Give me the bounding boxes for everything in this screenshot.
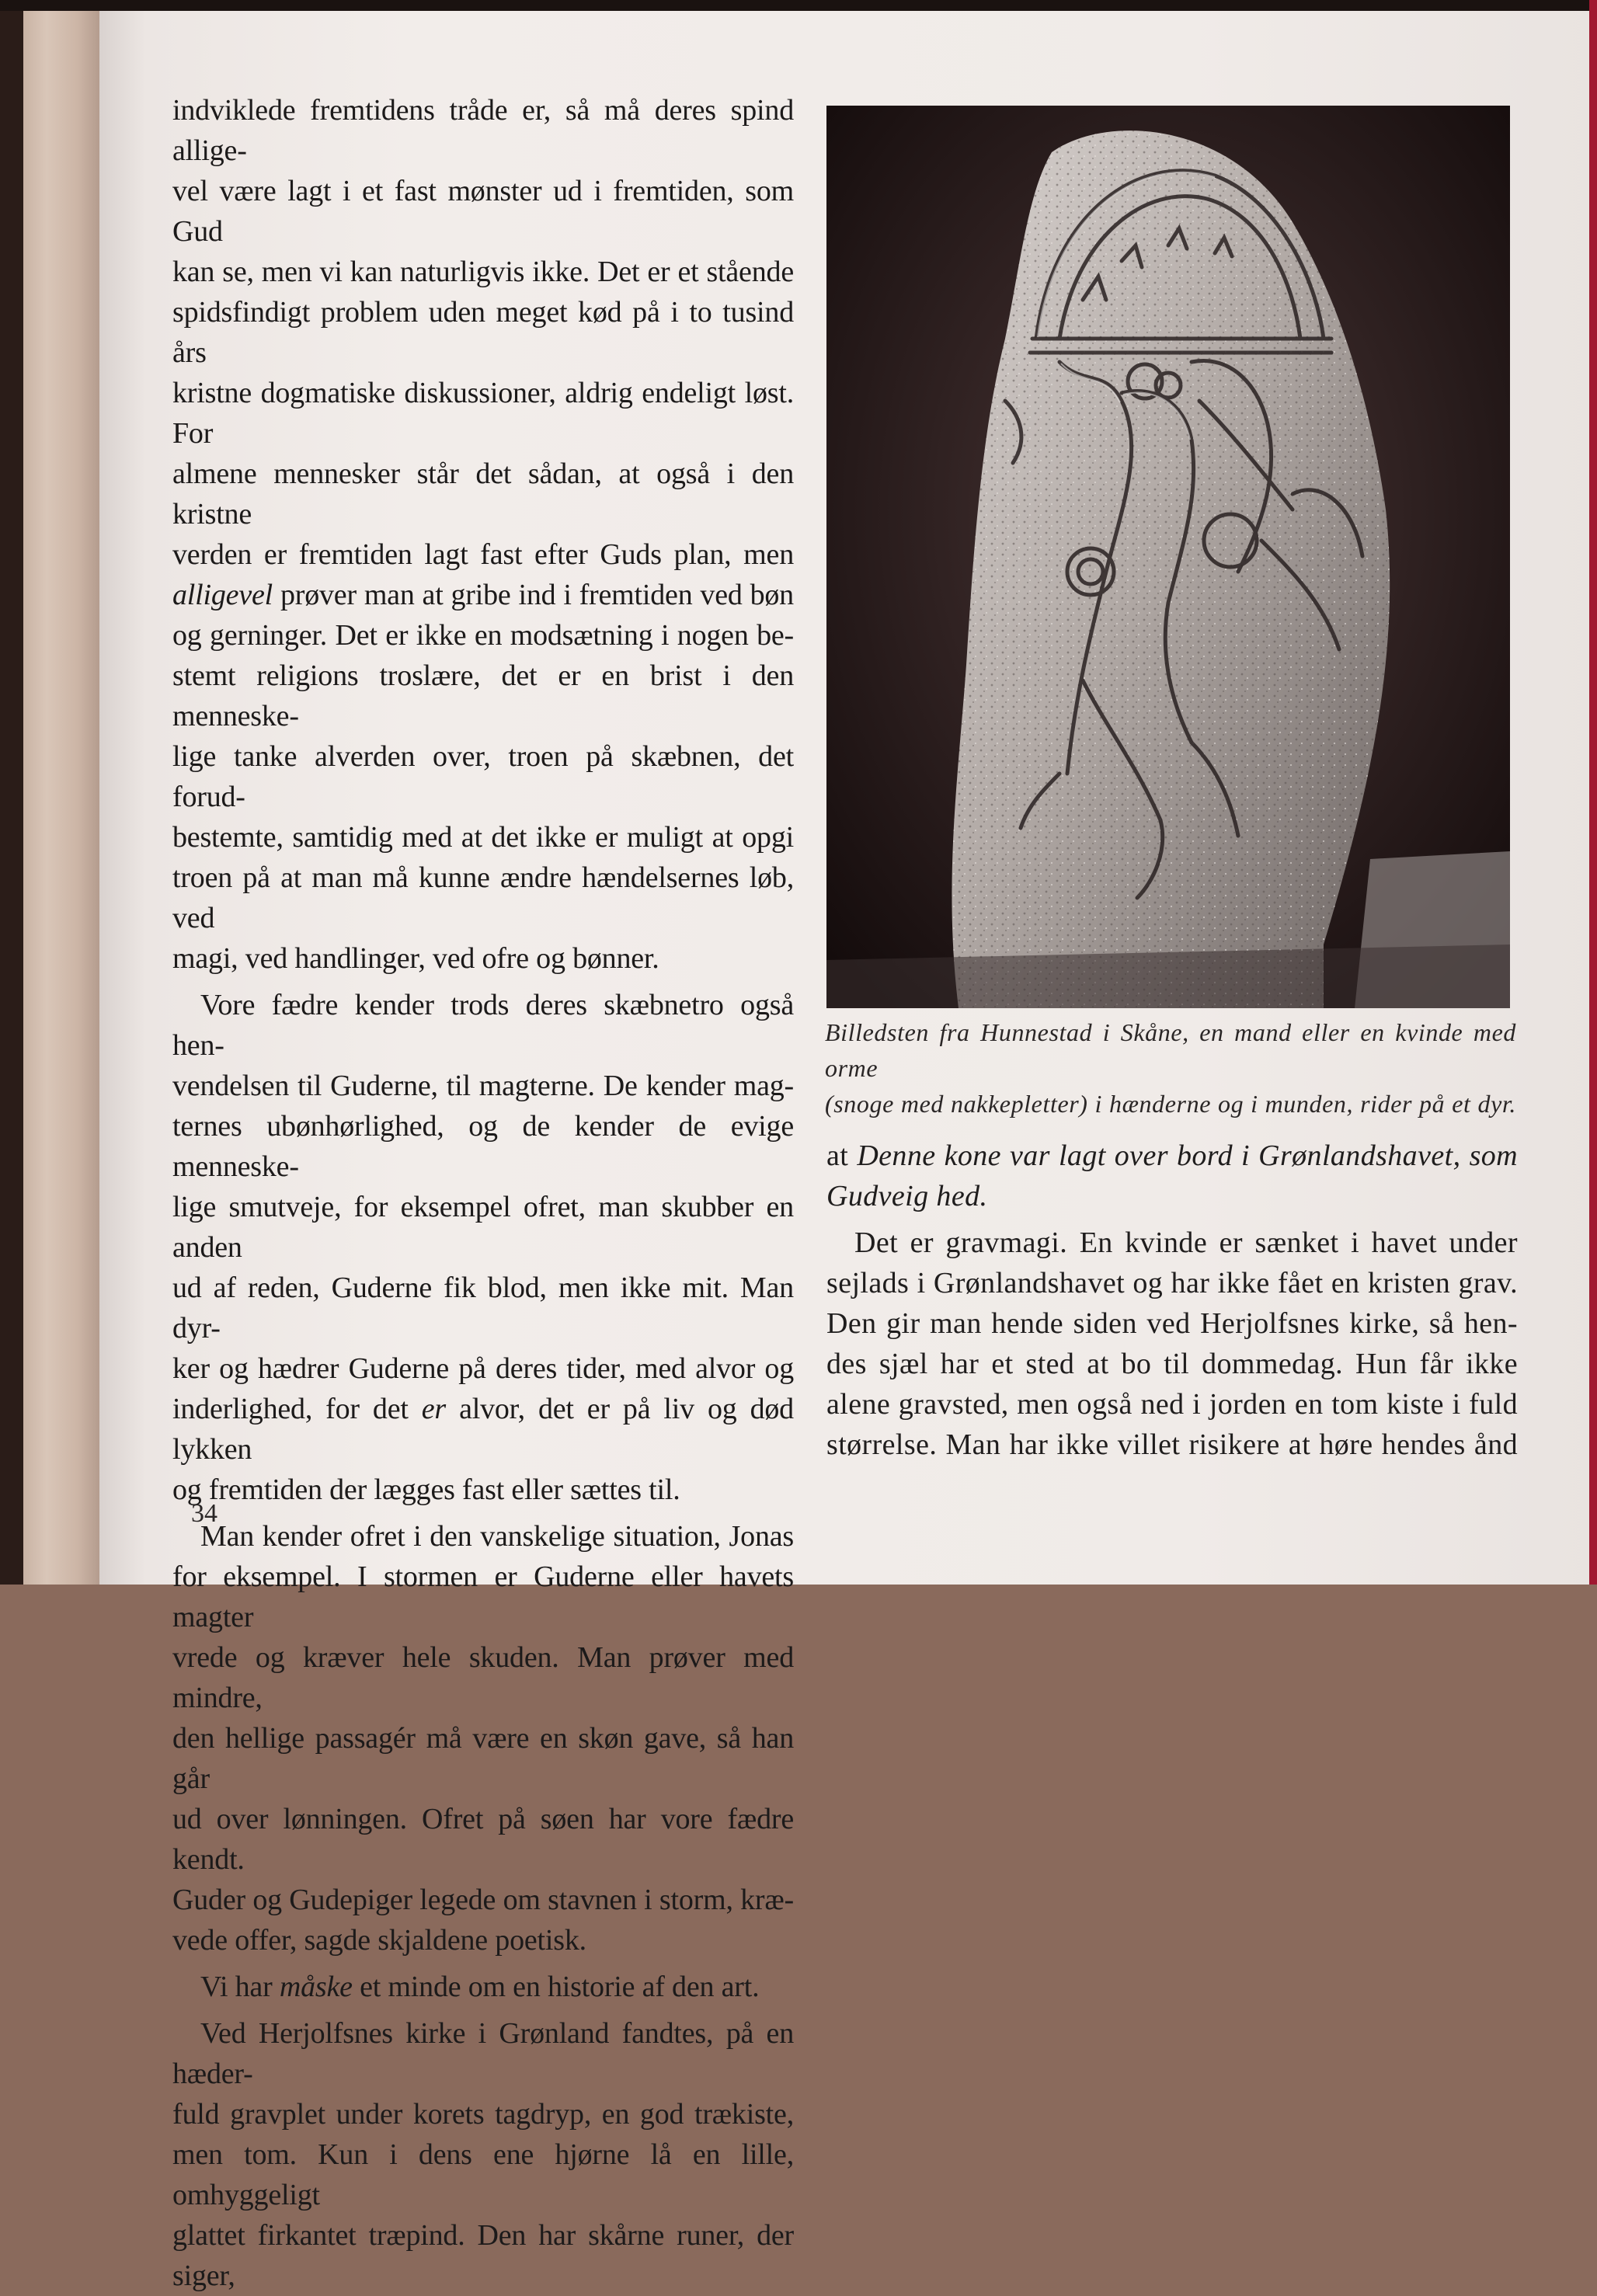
runestone-image (826, 106, 1510, 1008)
page-number: 34 (191, 1499, 217, 1528)
text-line: for eksempel. I stormen er Guderne eller havets magter (172, 1560, 794, 1633)
caption-line: (snoge med nakkepletter) i hænderne og i munden, rider på et dyr. (825, 1090, 1516, 1118)
text-prefix: at (826, 1139, 858, 1172)
top-shadow (0, 0, 1597, 11)
text-line: glattet firkantet træpind. Den har skårne runer, der siger, (172, 2219, 794, 2292)
text-line: Vore fædre kender trods deres skæbnetro også hen- (172, 989, 794, 1062)
paragraph-4 (172, 1967, 794, 2007)
text-line: spidsfindigt problem uden meget kød på i to tusind års (172, 296, 794, 369)
text-line: verden er fremtiden lagt fast efter Guds plan, men (172, 538, 794, 571)
right-text-column (826, 1136, 1518, 1465)
paragraph-gravmagi (826, 1223, 1518, 1465)
text-line: Guder og Gudepiger legede om stavnen i storm, kræ- (172, 1884, 794, 1916)
text-line (172, 1389, 794, 1470)
text-line: sejlads i Grønlandshavet og har ikke fået en kristen grav. (826, 1267, 1518, 1299)
right-edge-strip (1589, 0, 1597, 1585)
text-line: alene gravsted, men også ned i jorden en tom kiste i fuld (826, 1388, 1518, 1421)
text-line-rest: prøver man at gribe ind i fremtiden ved bøn (280, 579, 794, 611)
figure-caption (825, 1014, 1516, 1122)
emphasis-alligevel: alligevel (172, 579, 273, 611)
text-line: almene mennesker står det sådan, at også i den kristne (172, 457, 794, 531)
text-line: vede offer, sagde skjaldene poetisk. (172, 1924, 586, 1957)
text-line (172, 575, 794, 615)
text-line: fuld gravplet under korets tagdryp, en god trækiste, (172, 2098, 794, 2131)
text-line: Det er gravmagi. En kvinde er sænket i havet under (854, 1226, 1518, 1259)
paragraph-3 (172, 1516, 794, 1960)
text-line: kan se, men vi kan naturligvis ikke. Det er et stående (172, 256, 794, 288)
text-line (826, 1136, 1518, 1176)
paragraph-2 (172, 985, 794, 1510)
text-prefix: Vi har (200, 1971, 280, 2003)
text-suffix: et minde om en historie af den art. (352, 1971, 760, 2003)
rune-inscription-quote: Denne kone var lagt over bord i Grønlandshavet, som (857, 1139, 1518, 1172)
paragraph-5 (172, 2013, 794, 2296)
text-line: vel være lagt i et fast mønster ud i fremtiden, som Gud (172, 175, 794, 248)
text-line: ker og hædrer Guderne på deres tider, med alvor og (172, 1352, 794, 1385)
text-line: troen på at man må kunne ændre hændelsernes løb, ved (172, 861, 794, 934)
text-line: lige smutveje, for eksempel ofret, man skubber en anden (172, 1191, 794, 1264)
text-line: magi, ved handlinger, ved ofre og bønner. (172, 942, 659, 975)
text-line (826, 1176, 1518, 1216)
text-line: vendelsen til Guderne, til magterne. De kender mag- (172, 1070, 794, 1102)
text-line: vrede og kræver hele skuden. Man prøver med mindre, (172, 1641, 794, 1714)
left-text-column (172, 90, 794, 2296)
text-line: den hellige passagér må være en skøn gave, så han går (172, 1722, 794, 1795)
text-line: indviklede fremtidens tråde er, så må deres spind allige- (172, 94, 794, 167)
text-line-rest: alvor, det er på liv og død lykken (172, 1393, 794, 1466)
text-line: og fremtiden der lægges fast eller sættes til. (172, 1473, 680, 1506)
text-line: des sjæl har et sted at bo til dommedag. Hun får ikke (826, 1348, 1518, 1380)
emphasis-maaske: måske (279, 1971, 353, 2003)
text-line: stemt religions troslære, det er en brist i den menneske- (172, 659, 794, 732)
rune-inscription-quote-end: Gudveig hed. (826, 1180, 988, 1212)
caption-line: Billedsten fra Hunnestad i Skåne, en mand eller en kvinde med orme (825, 1018, 1516, 1082)
text-line: men tom. Kun i dens ene hjørne lå en lille, omhyggeligt (172, 2138, 794, 2211)
paragraph-runes-quote (826, 1136, 1518, 1216)
text-line: lige tanke alverden over, troen på skæbnen, det forud- (172, 740, 794, 813)
text-line: ud over lønningen. Ofret på søen har vore fædre kendt. (172, 1803, 794, 1876)
text-line: kristne dogmatiske diskussioner, aldrig endeligt løst. For (172, 377, 794, 450)
runestone-photo (826, 106, 1510, 1008)
text-line: ud af reden, Guderne fik blod, men ikke mit. Man dyr- (172, 1271, 794, 1345)
text-line: ternes ubønhørlighed, og de kender de evige menneske- (172, 1110, 794, 1183)
text-line-prefix: inderlighed, for det (172, 1393, 422, 1425)
text-line: Den gir man hende siden ved Herjolfsnes kirke, så hen- (826, 1307, 1518, 1340)
text-line: Ved Herjolfsnes kirke i Grønland fandtes, på en hæder- (172, 2017, 794, 2090)
book-spine-shadow (0, 0, 23, 1585)
text-line: og gerninger. Det er ikke en modsætning i nogen be- (172, 619, 794, 652)
text-line: Man kender ofret i den vanskelige situation, Jonas (200, 1520, 794, 1553)
text-line: bestemte, samtidig med at det ikke er muligt at opgi (172, 821, 794, 854)
text-line (172, 1967, 794, 2007)
paragraph-1 (172, 90, 794, 979)
text-line: størrelse. Man har ikke villet risikere at høre hendes ånd (826, 1428, 1518, 1461)
emphasis-er: er (421, 1393, 447, 1425)
